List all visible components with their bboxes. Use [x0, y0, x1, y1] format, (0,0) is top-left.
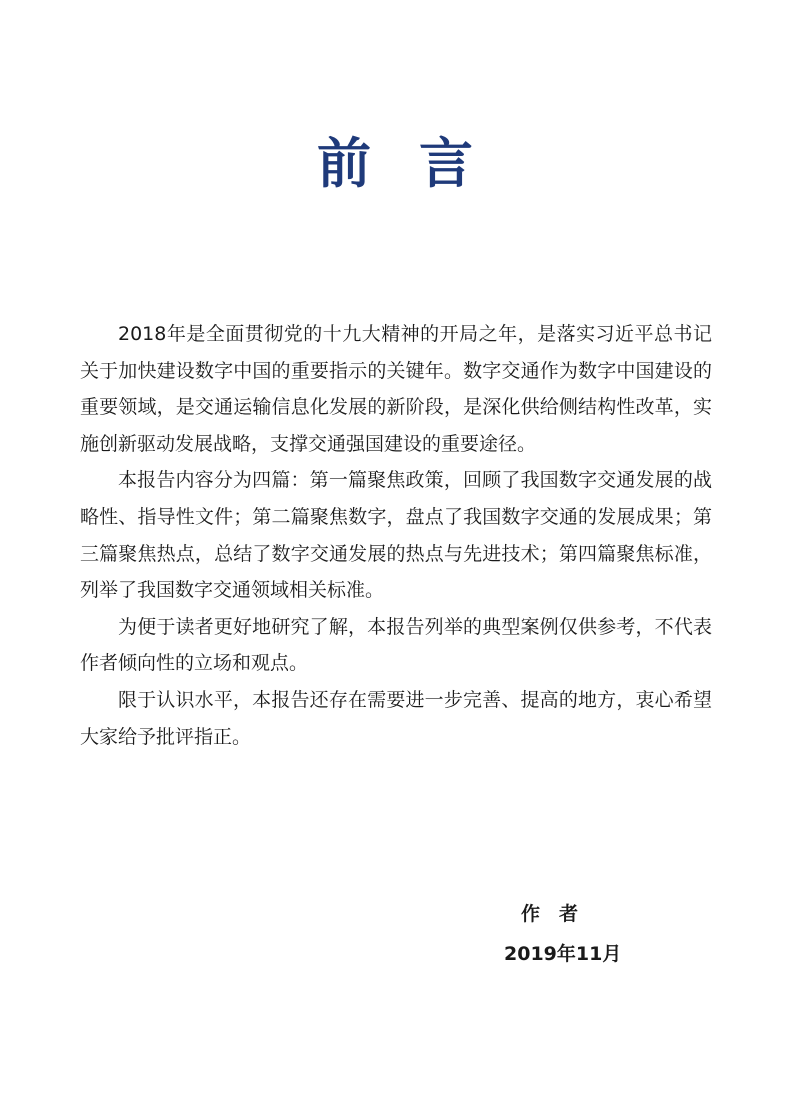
signature-date: 2019年11月	[504, 943, 622, 965]
page-title: 前言	[317, 131, 521, 195]
paragraph-3: 为便于读者更好地研究了解，本报告列举的典型案例仅供参考，不代表作者倾向性的立场和观点。	[80, 615, 712, 675]
paragraph-2: 本报告内容分为四篇：第一篇聚焦政策，回顾了我国数字交通发展的战略性、指导性文件；第二篇聚焦数字，盘点了我国数字交通的发展成果；第三篇聚焦热点，总结了数字交通发展的热点与先进技术；第四篇聚焦标准，列举了我国数字交通领域相关标准。	[80, 469, 712, 602]
paragraph-1: 2018年是全面贯彻党的十九大精神的开局之年，是落实习近平总书记关于加快建设数字中国的重要指示的关键年。数字交通作为数字中国建设的重要领域，是交通运输信息化发展的新阶段，是深化供给侧结构性改革，实施创新驱动发展战略，支撑交通强国建设的重要途径。	[80, 323, 712, 455]
signature-author: 作者	[521, 903, 598, 925]
paragraph-4: 限于认识水平，本报告还存在需要进一步完善、提高的地方，衷心希望大家给予批评指正。	[80, 688, 712, 748]
preface-body	[80, 316, 712, 755]
